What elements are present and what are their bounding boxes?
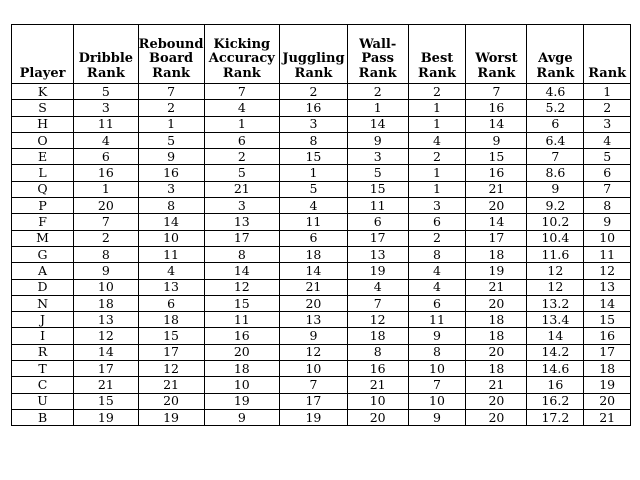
- cell-kicking-accuracy-rank: 12: [204, 279, 280, 295]
- header-line: Kicking: [213, 36, 271, 52]
- cell-rebound-board-rank: 21: [138, 377, 204, 393]
- cell-juggling-rank: 15: [280, 149, 348, 165]
- header-line: Player: [19, 65, 66, 81]
- cell-dribble-rank: 19: [74, 409, 138, 425]
- cell-wall-pass-rank: 8: [347, 344, 408, 360]
- cell-avge-rank: 12: [527, 263, 584, 279]
- cell-player: B: [12, 409, 74, 425]
- cell-wall-pass-rank: 6: [347, 214, 408, 230]
- cell-player: N: [12, 295, 74, 311]
- cell-best-rank: 7: [408, 377, 466, 393]
- header-line: Pass: [361, 51, 394, 66]
- cell-rank: 14: [584, 295, 631, 311]
- cell-wall-pass-rank: 14: [347, 116, 408, 132]
- cell-avge-rank: 11.6: [527, 246, 584, 262]
- cell-dribble-rank: 9: [74, 263, 138, 279]
- cell-best-rank: 4: [408, 263, 466, 279]
- cell-player: T: [12, 361, 74, 377]
- cell-wall-pass-rank: 13: [347, 246, 408, 262]
- cell-rank: 12: [584, 263, 631, 279]
- cell-rebound-board-rank: 3: [138, 181, 204, 197]
- cell-kicking-accuracy-rank: 14: [204, 263, 280, 279]
- header-line: Rank: [417, 65, 456, 81]
- cell-best-rank: 9: [408, 409, 466, 425]
- cell-juggling-rank: 19: [280, 409, 348, 425]
- cell-dribble-rank: 12: [74, 328, 138, 344]
- table-row: [12, 149, 631, 165]
- cell-wall-pass-rank: 10: [347, 393, 408, 409]
- cell-wall-pass-rank: 21: [347, 377, 408, 393]
- cell-rank: 2: [584, 100, 631, 116]
- cell-juggling-rank: 6: [280, 230, 348, 246]
- header-wall-pass-rank: [347, 25, 408, 84]
- cell-wall-pass-rank: 3: [347, 149, 408, 165]
- cell-worst-rank: 17: [466, 230, 527, 246]
- cell-rank: 3: [584, 116, 631, 132]
- table-row: [12, 165, 631, 181]
- table-row: [12, 263, 631, 279]
- cell-wall-pass-rank: 2: [347, 84, 408, 100]
- cell-best-rank: 9: [408, 328, 466, 344]
- cell-worst-rank: 16: [466, 165, 527, 181]
- cell-juggling-rank: 14: [280, 263, 348, 279]
- header-best-rank: [408, 25, 466, 84]
- table-row: [12, 100, 631, 116]
- cell-kicking-accuracy-rank: 4: [204, 100, 280, 116]
- table-row: [12, 198, 631, 214]
- cell-kicking-accuracy-rank: 7: [204, 84, 280, 100]
- cell-rebound-board-rank: 8: [138, 198, 204, 214]
- header-line: Board: [149, 51, 194, 66]
- cell-best-rank: 11: [408, 312, 466, 328]
- cell-avge-rank: 7: [527, 149, 584, 165]
- cell-juggling-rank: 12: [280, 344, 348, 360]
- cell-rebound-board-rank: 15: [138, 328, 204, 344]
- cell-best-rank: 8: [408, 246, 466, 262]
- cell-best-rank: 2: [408, 84, 466, 100]
- cell-dribble-rank: 14: [74, 344, 138, 360]
- cell-player: M: [12, 230, 74, 246]
- cell-dribble-rank: 5: [74, 84, 138, 100]
- cell-rebound-board-rank: 4: [138, 263, 204, 279]
- cell-player: O: [12, 132, 74, 148]
- cell-rebound-board-rank: 1: [138, 116, 204, 132]
- cell-worst-rank: 20: [466, 198, 527, 214]
- cell-best-rank: 1: [408, 181, 466, 197]
- player-rank-table: [11, 24, 631, 426]
- cell-wall-pass-rank: 15: [347, 181, 408, 197]
- cell-worst-rank: 20: [466, 344, 527, 360]
- cell-player: G: [12, 246, 74, 262]
- cell-dribble-rank: 15: [74, 393, 138, 409]
- header-line: Rank: [536, 65, 575, 81]
- cell-rank: 20: [584, 393, 631, 409]
- cell-dribble-rank: 3: [74, 100, 138, 116]
- cell-rank: 17: [584, 344, 631, 360]
- cell-best-rank: 6: [408, 295, 466, 311]
- cell-wall-pass-rank: 12: [347, 312, 408, 328]
- table-row: [12, 312, 631, 328]
- header-juggling-rank: [280, 25, 348, 84]
- cell-rank: 16: [584, 328, 631, 344]
- cell-rank: 11: [584, 246, 631, 262]
- cell-rebound-board-rank: 20: [138, 393, 204, 409]
- cell-rebound-board-rank: 16: [138, 165, 204, 181]
- header-line: Rank: [86, 65, 125, 81]
- header-rebound-board-rank: [138, 25, 204, 84]
- cell-worst-rank: 21: [466, 181, 527, 197]
- cell-player: R: [12, 344, 74, 360]
- cell-rank: 18: [584, 361, 631, 377]
- cell-wall-pass-rank: 7: [347, 295, 408, 311]
- cell-juggling-rank: 16: [280, 100, 348, 116]
- cell-juggling-rank: 7: [280, 377, 348, 393]
- cell-rebound-board-rank: 17: [138, 344, 204, 360]
- cell-rank: 21: [584, 409, 631, 425]
- cell-kicking-accuracy-rank: 1: [204, 116, 280, 132]
- cell-player: U: [12, 393, 74, 409]
- cell-kicking-accuracy-rank: 19: [204, 393, 280, 409]
- cell-best-rank: 2: [408, 149, 466, 165]
- header-line: Avge: [538, 51, 573, 66]
- cell-kicking-accuracy-rank: 16: [204, 328, 280, 344]
- cell-rebound-board-rank: 18: [138, 312, 204, 328]
- cell-best-rank: 10: [408, 393, 466, 409]
- table-row: [12, 246, 631, 262]
- cell-juggling-rank: 17: [280, 393, 348, 409]
- header-worst-rank: [466, 25, 527, 84]
- table-row: [12, 84, 631, 100]
- header-player: [12, 25, 74, 84]
- cell-player: H: [12, 116, 74, 132]
- cell-avge-rank: 4.6: [527, 84, 584, 100]
- cell-juggling-rank: 11: [280, 214, 348, 230]
- cell-worst-rank: 14: [466, 214, 527, 230]
- header-avge-rank: [527, 25, 584, 84]
- cell-avge-rank: 16.2: [527, 393, 584, 409]
- header-line: Accuracy: [208, 51, 275, 66]
- cell-player: K: [12, 84, 74, 100]
- cell-player: J: [12, 312, 74, 328]
- table-row: [12, 295, 631, 311]
- header-row: [12, 25, 631, 84]
- cell-worst-rank: 20: [466, 393, 527, 409]
- cell-kicking-accuracy-rank: 13: [204, 214, 280, 230]
- cell-best-rank: 4: [408, 132, 466, 148]
- cell-dribble-rank: 4: [74, 132, 138, 148]
- cell-worst-rank: 21: [466, 377, 527, 393]
- cell-best-rank: 1: [408, 116, 466, 132]
- cell-wall-pass-rank: 9: [347, 132, 408, 148]
- table-header: [12, 25, 631, 84]
- cell-worst-rank: 20: [466, 295, 527, 311]
- cell-rank: 6: [584, 165, 631, 181]
- table-row: [12, 132, 631, 148]
- cell-dribble-rank: 6: [74, 149, 138, 165]
- cell-worst-rank: 16: [466, 100, 527, 116]
- cell-rank: 9: [584, 214, 631, 230]
- cell-avge-rank: 10.2: [527, 214, 584, 230]
- cell-rank: 10: [584, 230, 631, 246]
- cell-dribble-rank: 2: [74, 230, 138, 246]
- header-dribble-rank: [74, 25, 138, 84]
- cell-dribble-rank: 20: [74, 198, 138, 214]
- header-line: Juggling: [282, 51, 345, 66]
- header-rank: [584, 25, 631, 84]
- cell-kicking-accuracy-rank: 20: [204, 344, 280, 360]
- table-row: [12, 230, 631, 246]
- cell-avge-rank: 8.6: [527, 165, 584, 181]
- cell-juggling-rank: 9: [280, 328, 348, 344]
- cell-dribble-rank: 17: [74, 361, 138, 377]
- cell-rank: 15: [584, 312, 631, 328]
- cell-juggling-rank: 13: [280, 312, 348, 328]
- cell-dribble-rank: 13: [74, 312, 138, 328]
- cell-wall-pass-rank: 5: [347, 165, 408, 181]
- header-line: Wall-: [359, 36, 397, 52]
- cell-dribble-rank: 16: [74, 165, 138, 181]
- cell-wall-pass-rank: 1: [347, 100, 408, 116]
- cell-rebound-board-rank: 12: [138, 361, 204, 377]
- cell-player: F: [12, 214, 74, 230]
- cell-juggling-rank: 4: [280, 198, 348, 214]
- cell-juggling-rank: 21: [280, 279, 348, 295]
- cell-juggling-rank: 2: [280, 84, 348, 100]
- cell-avge-rank: 14.2: [527, 344, 584, 360]
- cell-best-rank: 2: [408, 230, 466, 246]
- cell-rebound-board-rank: 13: [138, 279, 204, 295]
- header-line: Best: [420, 51, 454, 66]
- cell-rebound-board-rank: 5: [138, 132, 204, 148]
- table-row: [12, 361, 631, 377]
- cell-worst-rank: 14: [466, 116, 527, 132]
- cell-rebound-board-rank: 19: [138, 409, 204, 425]
- cell-juggling-rank: 18: [280, 246, 348, 262]
- table-row: [12, 181, 631, 197]
- cell-rank: 19: [584, 377, 631, 393]
- cell-juggling-rank: 5: [280, 181, 348, 197]
- cell-avge-rank: 6: [527, 116, 584, 132]
- cell-kicking-accuracy-rank: 5: [204, 165, 280, 181]
- cell-best-rank: 3: [408, 198, 466, 214]
- cell-rebound-board-rank: 7: [138, 84, 204, 100]
- cell-dribble-rank: 10: [74, 279, 138, 295]
- header-line: Rank: [222, 65, 261, 81]
- cell-avge-rank: 6.4: [527, 132, 584, 148]
- cell-best-rank: 8: [408, 344, 466, 360]
- cell-best-rank: 1: [408, 100, 466, 116]
- cell-player: S: [12, 100, 74, 116]
- table-row: [12, 214, 631, 230]
- cell-wall-pass-rank: 19: [347, 263, 408, 279]
- cell-worst-rank: 18: [466, 246, 527, 262]
- table-row: [12, 279, 631, 295]
- cell-rebound-board-rank: 10: [138, 230, 204, 246]
- cell-worst-rank: 18: [466, 361, 527, 377]
- cell-dribble-rank: 1: [74, 181, 138, 197]
- cell-player: E: [12, 149, 74, 165]
- cell-avge-rank: 13.2: [527, 295, 584, 311]
- header-line: Worst: [475, 51, 518, 66]
- cell-avge-rank: 9: [527, 181, 584, 197]
- cell-avge-rank: 17.2: [527, 409, 584, 425]
- cell-wall-pass-rank: 4: [347, 279, 408, 295]
- cell-player: D: [12, 279, 74, 295]
- cell-worst-rank: 20: [466, 409, 527, 425]
- cell-best-rank: 1: [408, 165, 466, 181]
- cell-rebound-board-rank: 14: [138, 214, 204, 230]
- cell-dribble-rank: 21: [74, 377, 138, 393]
- table-row: [12, 328, 631, 344]
- cell-worst-rank: 9: [466, 132, 527, 148]
- cell-kicking-accuracy-rank: 18: [204, 361, 280, 377]
- cell-kicking-accuracy-rank: 6: [204, 132, 280, 148]
- cell-worst-rank: 15: [466, 149, 527, 165]
- cell-juggling-rank: 20: [280, 295, 348, 311]
- cell-rank: 13: [584, 279, 631, 295]
- cell-wall-pass-rank: 18: [347, 328, 408, 344]
- cell-juggling-rank: 1: [280, 165, 348, 181]
- header-line: Rank: [588, 65, 627, 81]
- table-body: [12, 84, 631, 426]
- cell-player: Q: [12, 181, 74, 197]
- cell-kicking-accuracy-rank: 21: [204, 181, 280, 197]
- cell-dribble-rank: 18: [74, 295, 138, 311]
- cell-player: A: [12, 263, 74, 279]
- cell-wall-pass-rank: 20: [347, 409, 408, 425]
- cell-rank: 8: [584, 198, 631, 214]
- header-line: Rank: [477, 65, 516, 81]
- cell-juggling-rank: 10: [280, 361, 348, 377]
- cell-player: I: [12, 328, 74, 344]
- table-row: [12, 409, 631, 425]
- header-line: Rank: [152, 65, 191, 81]
- cell-rebound-board-rank: 2: [138, 100, 204, 116]
- cell-worst-rank: 19: [466, 263, 527, 279]
- cell-rank: 7: [584, 181, 631, 197]
- cell-kicking-accuracy-rank: 11: [204, 312, 280, 328]
- cell-dribble-rank: 7: [74, 214, 138, 230]
- cell-best-rank: 6: [408, 214, 466, 230]
- cell-best-rank: 4: [408, 279, 466, 295]
- cell-kicking-accuracy-rank: 2: [204, 149, 280, 165]
- cell-wall-pass-rank: 16: [347, 361, 408, 377]
- header-line: Rank: [358, 65, 397, 81]
- cell-rebound-board-rank: 6: [138, 295, 204, 311]
- cell-kicking-accuracy-rank: 3: [204, 198, 280, 214]
- cell-player: C: [12, 377, 74, 393]
- cell-wall-pass-rank: 17: [347, 230, 408, 246]
- header-line: Rebound: [138, 36, 204, 52]
- cell-player: L: [12, 165, 74, 181]
- cell-juggling-rank: 8: [280, 132, 348, 148]
- cell-best-rank: 10: [408, 361, 466, 377]
- cell-dribble-rank: 8: [74, 246, 138, 262]
- cell-wall-pass-rank: 11: [347, 198, 408, 214]
- cell-juggling-rank: 3: [280, 116, 348, 132]
- cell-worst-rank: 18: [466, 328, 527, 344]
- cell-avge-rank: 5.2: [527, 100, 584, 116]
- table-row: [12, 393, 631, 409]
- cell-worst-rank: 21: [466, 279, 527, 295]
- cell-rebound-board-rank: 9: [138, 149, 204, 165]
- cell-dribble-rank: 11: [74, 116, 138, 132]
- table-row: [12, 377, 631, 393]
- cell-rank: 1: [584, 84, 631, 100]
- cell-worst-rank: 7: [466, 84, 527, 100]
- header-kicking-accuracy-rank: [204, 25, 280, 84]
- cell-kicking-accuracy-rank: 8: [204, 246, 280, 262]
- table-row: [12, 116, 631, 132]
- cell-avge-rank: 16: [527, 377, 584, 393]
- cell-rebound-board-rank: 11: [138, 246, 204, 262]
- cell-avge-rank: 14.6: [527, 361, 584, 377]
- cell-avge-rank: 12: [527, 279, 584, 295]
- cell-avge-rank: 14: [527, 328, 584, 344]
- cell-avge-rank: 13.4: [527, 312, 584, 328]
- table-row: [12, 344, 631, 360]
- cell-kicking-accuracy-rank: 17: [204, 230, 280, 246]
- cell-player: P: [12, 198, 74, 214]
- cell-kicking-accuracy-rank: 9: [204, 409, 280, 425]
- cell-worst-rank: 18: [466, 312, 527, 328]
- cell-kicking-accuracy-rank: 10: [204, 377, 280, 393]
- cell-avge-rank: 9.2: [527, 198, 584, 214]
- cell-rank: 5: [584, 149, 631, 165]
- cell-avge-rank: 10.4: [527, 230, 584, 246]
- cell-rank: 4: [584, 132, 631, 148]
- header-line: Dribble: [78, 51, 134, 66]
- header-line: Rank: [294, 65, 333, 81]
- cell-kicking-accuracy-rank: 15: [204, 295, 280, 311]
